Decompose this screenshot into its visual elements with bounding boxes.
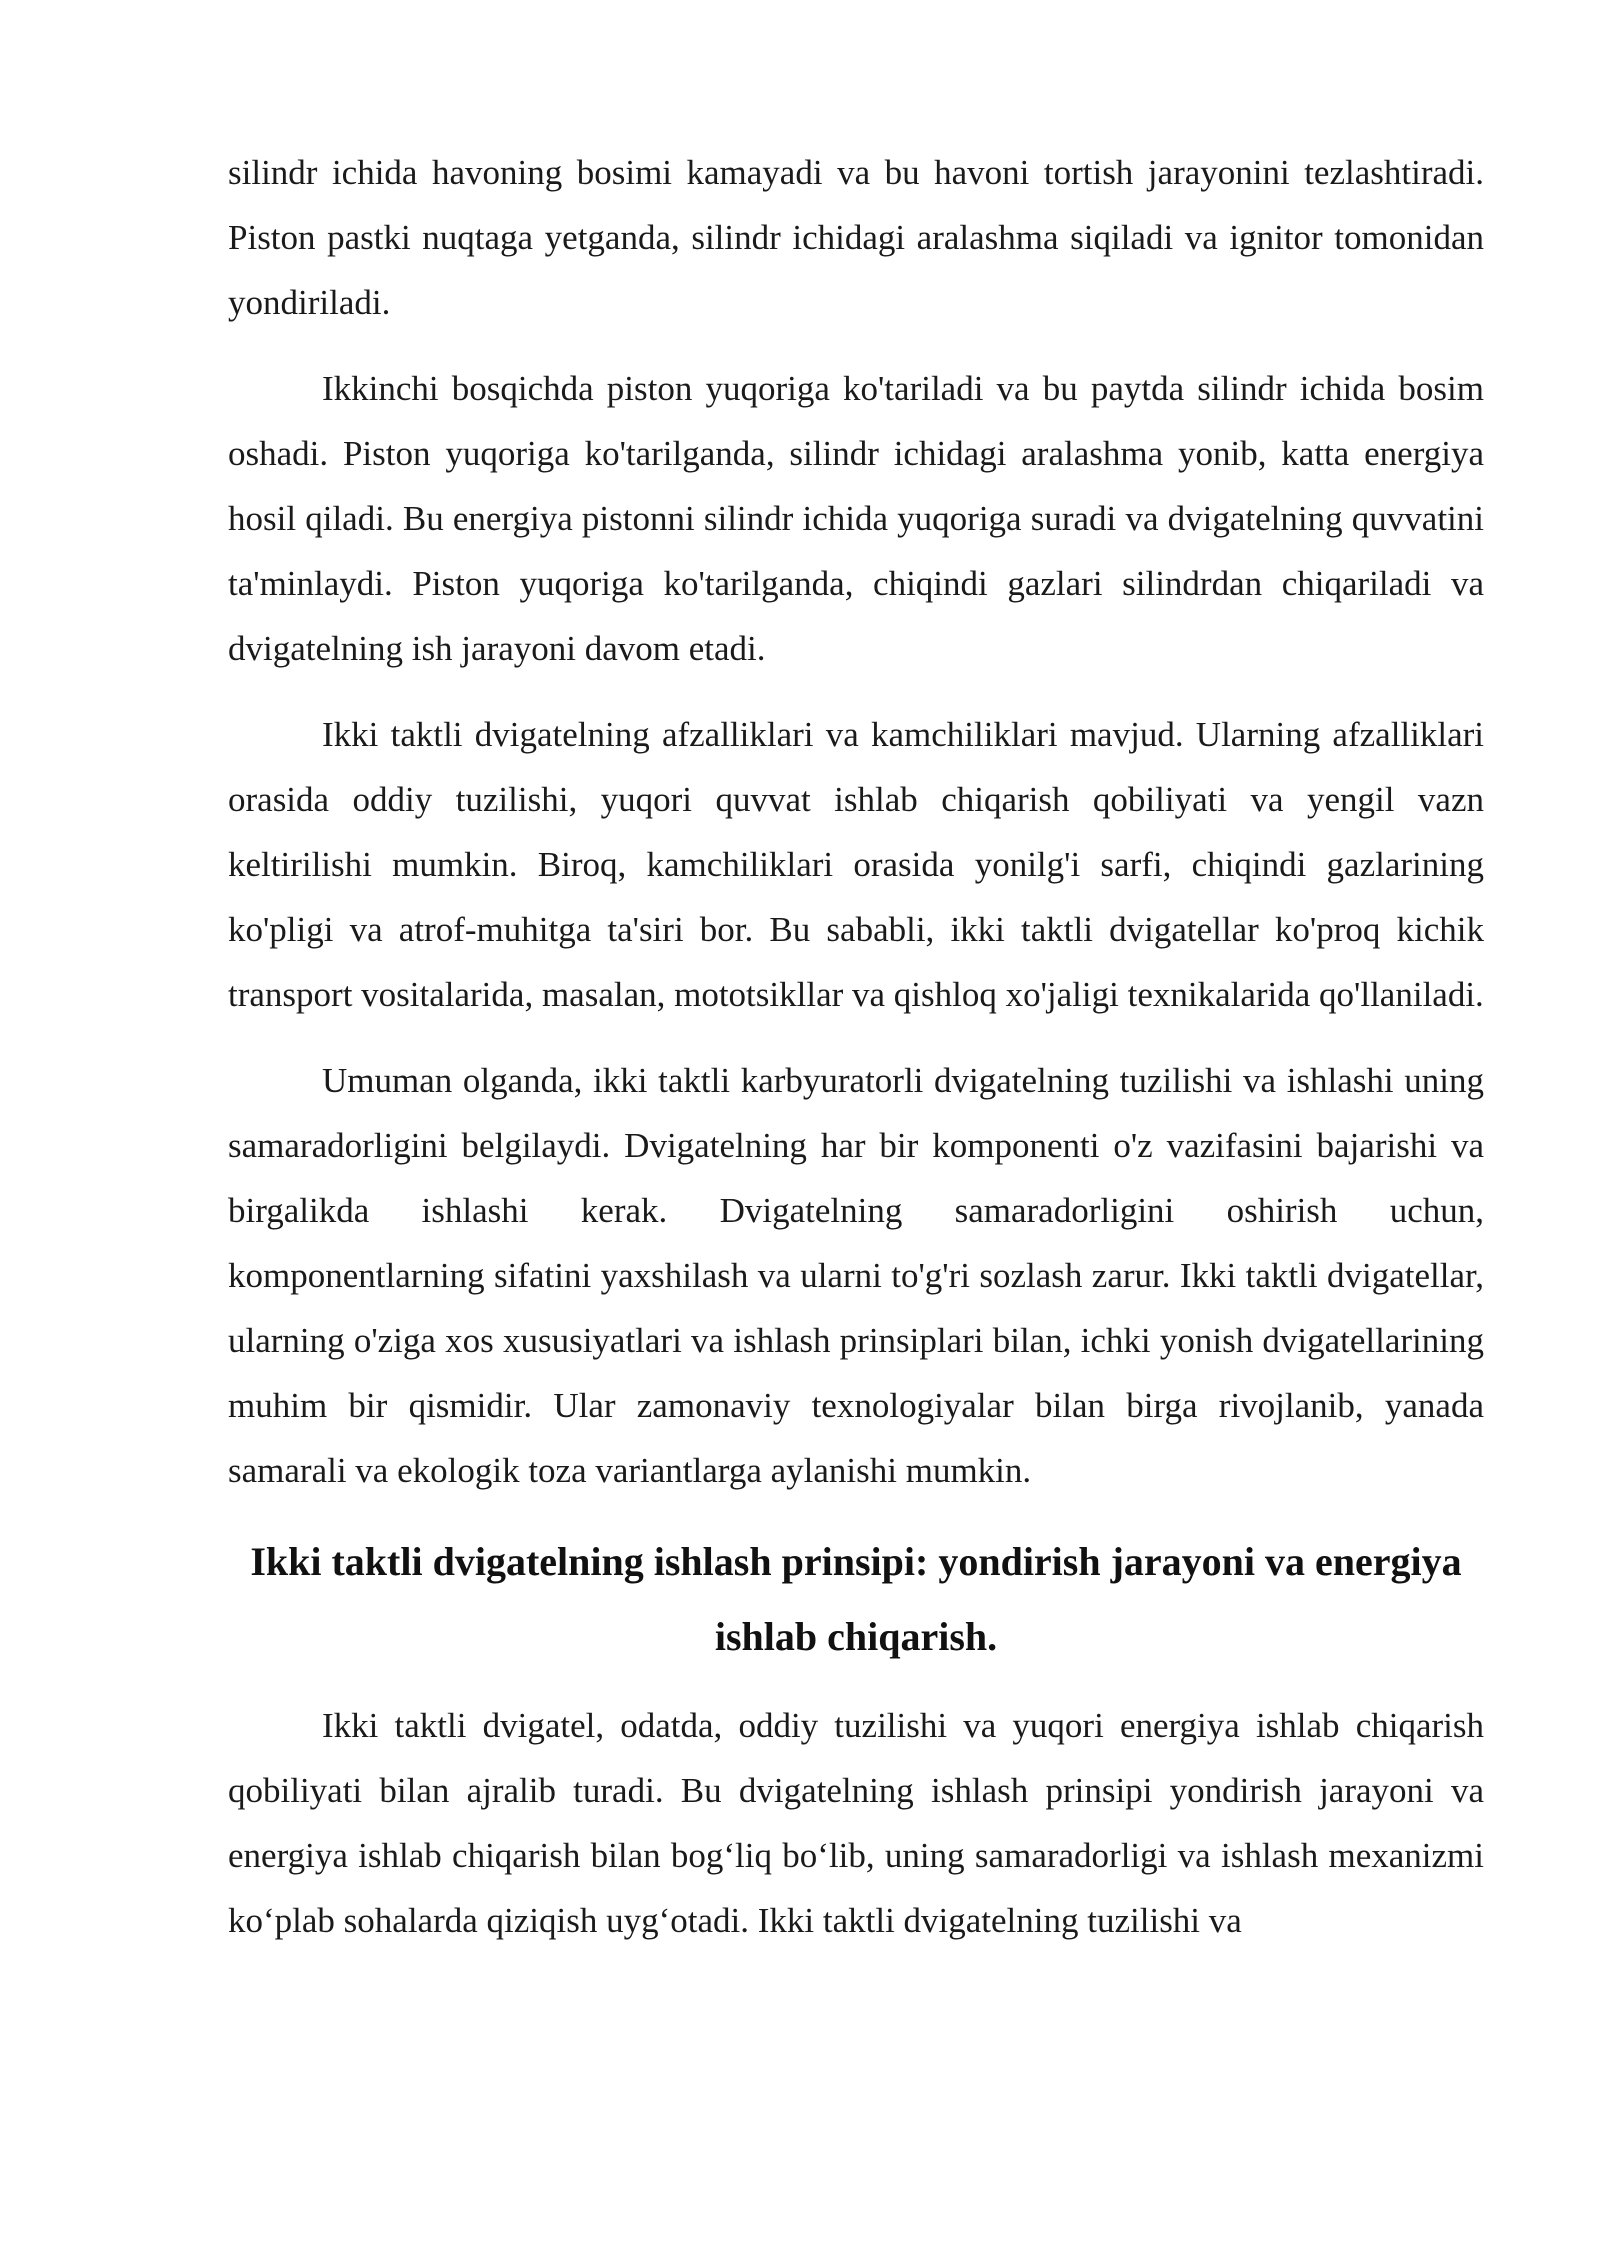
paragraph-second-stage: Ikkinchi bosqichda piston yuqoriga ko'tariladi va bu paytda silindr ichida bosim oshadi. Piston yuqoriga ko'tarilganda, silindr ichidagi aralashma yonib, katta energiya hosil qiladi. Bu energiya pistonni silindr ichida yuqoriga suradi va dvigatelning quvvatini ta'minlaydi. Piston yuqoriga ko'tarilganda, chiqindi gazlari silindrdan chiqariladi va dvigatelning ish jarayoni davom etadi. (228, 369, 1484, 668)
paragraph-continuation: silindr ichida havoning bosimi kamayadi va bu havoni tortish jarayonini tezlashtiradi. Piston pastki nuqtaga yetganda, silindr ichidagi aralashma siqiladi va ignitor tomonidan yondiriladi. (228, 153, 1484, 322)
paragraph-advantages: Ikki taktli dvigatelning afzalliklari va kamchiliklari mavjud. Ularning afzalliklari orasida oddiy tuzilishi, yuqori quvvat ishlab chiqarish qobiliyati va yengil vazn keltirilishi mumkin. Biroq, kamchiliklari orasida yonilg'i sarfi, chiqindi gazlarining ko'pligi va atrof-muhitga ta'siri bor. Bu sababli, ikki taktli dvigatellar ko'proq kichik transport vositalarida, masalan, mototsikllar va qishloq xo'jaligi texnikalarida qo'llaniladi. (228, 715, 1484, 1014)
paragraph-conclusion: Umuman olganda, ikki taktli karbyuratorli dvigatelning tuzilishi va ishlashi uning samaradorligini belgilaydi. Dvigatelning har bir komponenti o'z vazifasini bajarishi va birgalikda ishlashi kerak. Dvigatelning samaradorligini oshirish uchun, komponentlarning sifatini yaxshilash va ularni to'g'ri sozlash zarur. Ikki taktli dvigatellar, ularning o'ziga xos xususiyatlari va ishlash prinsiplari bilan, ichki yonish dvigatellarining muhim bir qismidir. Ular zamonaviy texnologiyalar bilan birga rivojlanib, yanada samarali va ekologik toza variantlarga aylanishi mumkin. (228, 1061, 1484, 1490)
paragraph-section-intro: Ikki taktli dvigatel, odatda, oddiy tuzilishi va yuqori energiya ishlab chiqarish qobiliyati bilan ajralib turadi. Bu dvigatelning ishlash prinsipi yondirish jarayoni va energiya ishlab chiqarish bilan bog‘liq bo‘lib, uning samaradorligi va ishlash mexanizmi ko‘plab sohalarda qiziqish uyg‘otadi. Ikki taktli dvigatelning tuzilishi va (228, 1706, 1484, 1940)
section-heading: Ikki taktli dvigatelning ishlash prinsipi: yondirish jarayoni va energiya ishlab chiqarish. (250, 1539, 1462, 1659)
document-page (228, 140, 1484, 1974)
